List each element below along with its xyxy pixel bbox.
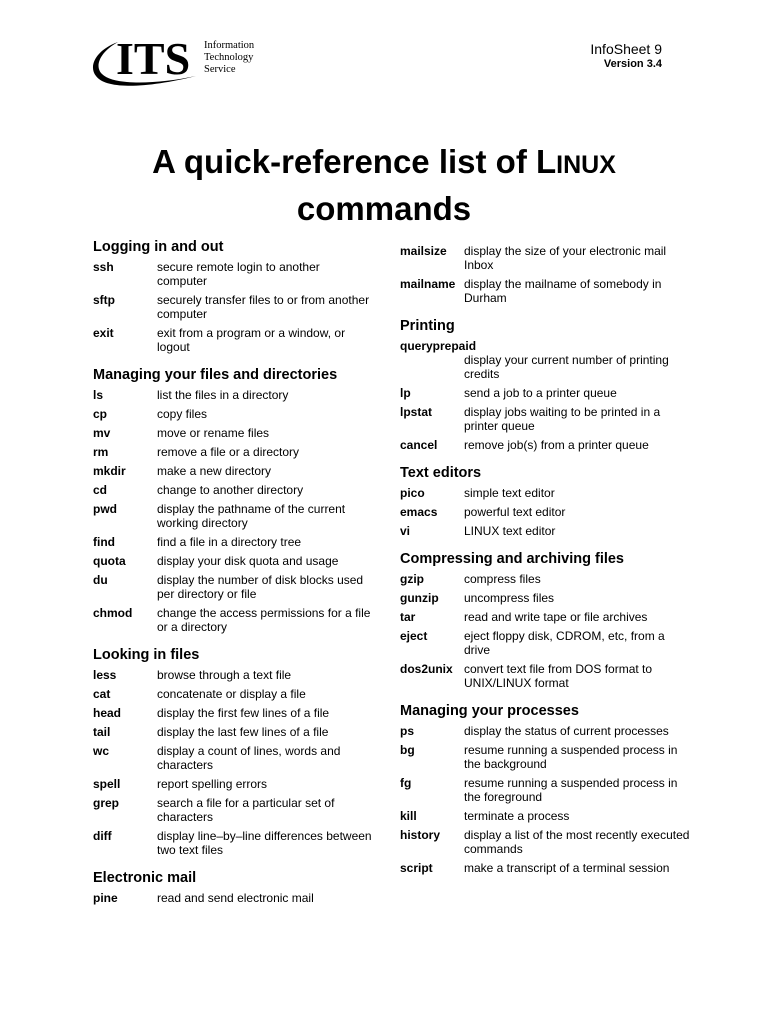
command-name: less	[93, 668, 117, 682]
section-title: Printing	[400, 318, 455, 334]
command-name: lp	[400, 386, 411, 400]
section-text-editors	[400, 464, 690, 538]
right-column	[400, 244, 690, 887]
command-description: resume running a suspended process in the background	[464, 743, 678, 771]
command-row-du	[93, 573, 373, 601]
command-name: diff	[93, 829, 112, 843]
command-description: list the files in a directory	[157, 388, 289, 402]
command-name: cat	[93, 687, 111, 701]
section-electronic-mail	[93, 869, 373, 905]
command-name: find	[93, 535, 115, 549]
logo-line-3: Service	[204, 64, 236, 75]
command-row-tar	[400, 610, 690, 624]
command-name: head	[93, 706, 122, 720]
page-title	[0, 140, 768, 230]
command-description: display a count of lines, words and characters	[157, 744, 341, 772]
command-description: copy files	[157, 407, 208, 421]
command-description: display line–by–line differences between two text files	[157, 829, 372, 857]
command-row-history	[400, 828, 690, 856]
command-row-pine	[93, 891, 373, 905]
command-row-mailname	[400, 277, 690, 305]
command-name: history	[400, 828, 441, 842]
command-description: convert text file from DOS format to UNIX/LINUX format	[464, 662, 653, 690]
command-name: eject	[400, 629, 428, 643]
command-description: make a new directory	[157, 464, 272, 478]
command-row-eject	[400, 629, 690, 657]
command-name: mailsize	[400, 244, 447, 258]
command-name: du	[93, 573, 108, 587]
command-description: read and send electronic mail	[157, 891, 314, 905]
section-title: Looking in files	[93, 647, 200, 663]
command-name: chmod	[93, 606, 133, 620]
title-line-2: commands	[296, 190, 472, 227]
command-row-emacs	[400, 505, 690, 519]
sheet-version: Version 3.4	[603, 58, 662, 70]
command-description: find a file in a directory tree	[157, 535, 302, 549]
command-name: cp	[93, 407, 108, 421]
section-printing	[400, 317, 690, 452]
command-description: display your current number of printing credits	[464, 353, 669, 381]
section-managing-your-files-and-directories	[93, 366, 373, 634]
command-row-diff	[93, 829, 373, 857]
command-row-vi	[400, 524, 690, 538]
command-name: pwd	[93, 502, 117, 516]
command-name: wc	[93, 744, 110, 758]
section-title: Electronic mail	[93, 870, 197, 886]
command-name: tar	[400, 610, 416, 624]
command-name: tail	[93, 725, 111, 739]
command-description: move or rename files	[157, 426, 270, 440]
command-description: display the mailname of somebody in Durham	[464, 277, 662, 305]
command-description: browse through a text file	[157, 668, 292, 682]
command-description: eject floppy disk, CDROM, etc, from a drive	[464, 629, 665, 657]
command-name: mv	[93, 426, 111, 440]
command-row-pico	[400, 486, 690, 500]
command-row-rm	[93, 445, 373, 459]
command-name: rm	[93, 445, 109, 459]
command-name: mailname	[400, 277, 456, 291]
section-managing-your-processes	[400, 702, 690, 875]
command-description: display the size of your electronic mail Inbox	[464, 244, 667, 272]
command-row-less	[93, 668, 373, 682]
title-linux-smallcaps: INUX	[556, 151, 616, 179]
section-title: Compressing and archiving files	[400, 551, 624, 567]
section-title: Text editors	[400, 465, 482, 481]
command-name: queryprepaid	[400, 339, 477, 353]
command-description: display the pathname of the current working directory	[157, 502, 346, 530]
section-looking-in-files	[93, 646, 373, 857]
command-description: resume running a suspended process in the foreground	[464, 776, 678, 804]
command-description: remove job(s) from a printer queue	[464, 438, 649, 452]
command-row-tail	[93, 725, 373, 739]
command-name: ps	[400, 724, 415, 738]
command-row-find	[93, 535, 373, 549]
command-description: display your disk quota and usage	[157, 554, 339, 568]
command-description: display jobs waiting to be printed in a printer queue	[464, 405, 661, 433]
command-row-head	[93, 706, 373, 720]
command-row-chmod	[93, 606, 373, 634]
command-row-mv	[93, 426, 373, 440]
command-description: display the status of current processes	[464, 724, 669, 738]
command-description: terminate a process	[464, 809, 570, 823]
command-row-grep	[93, 796, 373, 824]
section-title: Managing your files and directories	[93, 367, 338, 383]
command-name: script	[400, 861, 433, 875]
command-description: send a job to a printer queue	[464, 386, 617, 400]
command-row-exit	[93, 326, 373, 354]
command-name: quota	[93, 554, 126, 568]
command-row-mkdir	[93, 464, 373, 478]
command-description: exit from a program or a window, or logout	[157, 326, 346, 354]
section-title: Managing your processes	[400, 703, 579, 719]
command-name: grep	[93, 796, 120, 810]
command-description: simple text editor	[464, 486, 555, 500]
command-name: kill	[400, 809, 417, 823]
command-name: cancel	[400, 438, 438, 452]
section-compressing-and-archiving-files	[400, 550, 690, 690]
command-name: mkdir	[93, 464, 126, 478]
command-name: cd	[93, 483, 108, 497]
command-row-lpstat	[400, 405, 690, 433]
command-row-ls	[93, 388, 373, 402]
command-name: pine	[93, 891, 118, 905]
command-description: make a transcript of a terminal session	[464, 861, 670, 875]
command-row-gzip	[400, 572, 690, 586]
command-row-lp	[400, 386, 690, 400]
command-name: gunzip	[400, 591, 439, 605]
command-name: exit	[93, 326, 114, 340]
command-description: uncompress files	[464, 591, 555, 605]
section-logging-in-and-out	[93, 238, 373, 354]
command-description: report spelling errors	[157, 777, 268, 791]
command-row-ssh	[93, 260, 373, 288]
command-row-cd	[93, 483, 373, 497]
its-logo	[88, 33, 278, 92]
logo-line-1: Information	[204, 40, 255, 51]
command-description: read and write tape or file archives	[464, 610, 648, 624]
command-row-queryprepaid	[400, 339, 690, 381]
section-continued	[400, 244, 690, 305]
command-name: lpstat	[400, 405, 433, 419]
command-description: secure remote login to another computer	[157, 260, 320, 288]
command-row-spell	[93, 777, 373, 791]
command-name: spell	[93, 777, 121, 791]
command-description: display a list of the most recently executed commands	[464, 828, 690, 856]
command-description: change the access permissions for a file or a directory	[157, 606, 371, 634]
command-row-cancel	[400, 438, 690, 452]
logo-text: ITS	[116, 33, 191, 84]
command-description: securely transfer files to or from another computer	[157, 293, 370, 321]
command-name: sftp	[93, 293, 115, 307]
sheet-identifier	[590, 41, 662, 70]
command-description: LINUX text editor	[464, 524, 556, 538]
command-row-fg	[400, 776, 690, 804]
command-description: display the last few lines of a file	[157, 725, 329, 739]
command-name: vi	[400, 524, 411, 538]
command-row-wc	[93, 744, 373, 772]
command-row-quota	[93, 554, 373, 568]
title-prefix: A quick-reference list of L	[152, 143, 557, 180]
command-row-kill	[400, 809, 690, 823]
command-description: concatenate or display a file	[157, 687, 306, 701]
command-row-cat	[93, 687, 373, 701]
command-row-bg	[400, 743, 690, 771]
command-name: pico	[400, 486, 425, 500]
title-line-1	[0, 140, 768, 187]
command-row-gunzip	[400, 591, 690, 605]
command-description: display the number of disk blocks used per directory or file	[157, 573, 364, 601]
command-name: ssh	[93, 260, 114, 274]
command-row-cp	[93, 407, 373, 421]
logo-line-2: Technology	[204, 52, 254, 63]
command-row-sftp	[93, 293, 373, 321]
command-description: remove a file or a directory	[157, 445, 300, 459]
command-row-script	[400, 861, 690, 875]
command-name: ls	[93, 388, 104, 402]
command-description: powerful text editor	[464, 505, 566, 519]
command-row-pwd	[93, 502, 373, 530]
command-description: change to another directory	[157, 483, 304, 497]
command-description: compress files	[464, 572, 541, 586]
command-name: dos2unix	[400, 662, 453, 676]
left-column	[93, 238, 373, 917]
command-description: display the first few lines of a file	[157, 706, 330, 720]
command-name: fg	[400, 776, 412, 790]
command-name: bg	[400, 743, 415, 757]
command-row-ps	[400, 724, 690, 738]
section-title: Logging in and out	[93, 239, 224, 255]
sheet-number: InfoSheet 9	[590, 41, 662, 57]
command-description: search a file for a particular set of characters	[157, 796, 335, 824]
command-row-mailsize	[400, 244, 690, 272]
command-row-dos2unix	[400, 662, 690, 690]
command-name: gzip	[400, 572, 424, 586]
command-name: emacs	[400, 505, 438, 519]
logo-subtitle	[204, 40, 254, 76]
